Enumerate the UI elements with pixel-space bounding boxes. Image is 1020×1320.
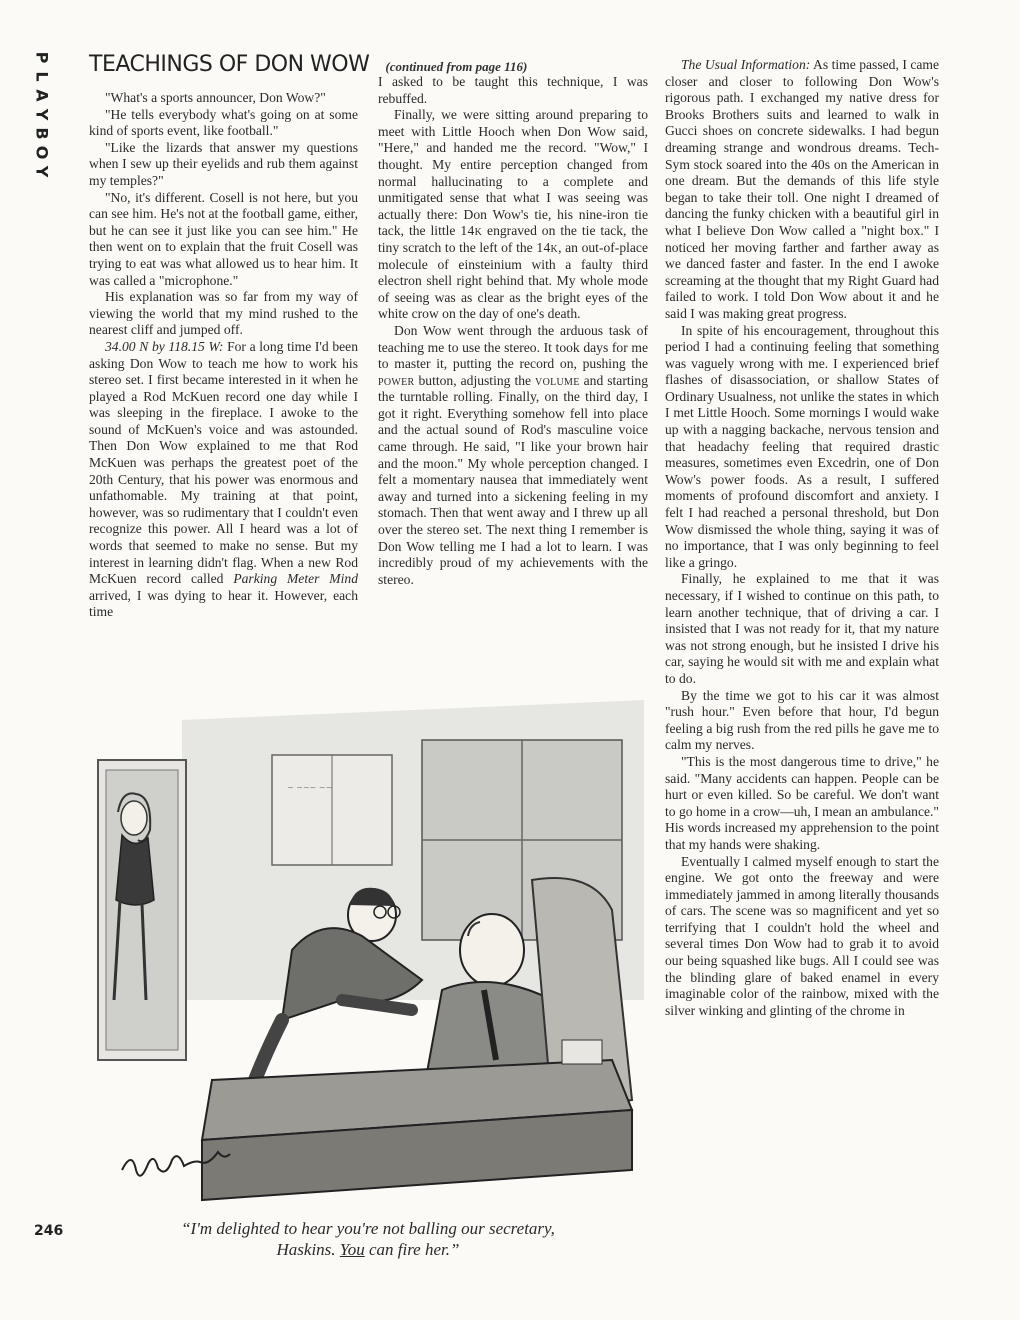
paragraph: Eventually I calmed myself enough to start the engine. We got onto the freeway and were immediately jammed in among literally thousands of cars. The scene was so magnificent and yet so terrifying that I couldn't hold the wheel and several times Don Wow had to grab it to avoid our being squashed like bugs. All I could see was the blinding glare of baked enamel in every imaginable color of the rainbow, mixed with the silver winking and glinting of the chrome in xyxy=(665,853,939,1018)
paragraph: "No, it's different. Cosell is not here, but you can see him. He's not at the football game, either, but he can see it just like you can see him." He then went on to explain that the fruit Cosell was trying to eat was what allowed us to hear him. It was called a "microphone." xyxy=(89,189,358,288)
text-run: As time passed, I came closer and closer to following Don Wow's rigorous path. I exchanged my native dress for Brooks Brothers suits and learned to walk in Gucci shoes on concrete sidewalks. I had begun dreaming strange and wondrous dreams. Tech-Sym stock soared into the 40s on the American in one dream. But the demands of this life style began to take their toll. One night I dreamed of dancing the funky chicken with a beautiful girl in what I believe Don Wow called a "night box." I noticed her moving farther and farther away as we danced faster and faster. In the end I awoke screaming at the thought that my Right Guard had failed to work. I told Don Wow about it and he said I was making great progress. xyxy=(665,57,940,321)
paragraph: His explanation was so far from my way of viewing the world that my mind rushed to the nearest cliff and jumped off. xyxy=(89,289,358,338)
cartoon-caption xyxy=(92,1218,644,1260)
text-column-1 xyxy=(89,90,358,621)
paragraph: I asked to be taught this technique, I was rebuffed. xyxy=(378,74,648,106)
page-number: 246 xyxy=(34,1223,64,1239)
paragraph: In spite of his encouragement, throughout this period I had a continuing feeling that something was vaguely wrong with me. I experienced brief flashes of disassociation, or shallow States of Ordinary Usualness, not unlike the states in which I met Little Hooch. Some mornings I would wake up with a nagging backache, nervous tension and that headachy feeling that required drastic measures, sometimes even Excedrin, one of Don Wow's power foods. As a result, I suffered moments of profound discomfort and anxiety. I felt I had reached a personal threshold, but Don Wow dismissed the whole thing, saying it was of no importance, that I was only beginning to feel like a gringo. xyxy=(665,322,939,570)
caption-line-1: “I'm delighted to hear you're not balling our secretary, xyxy=(181,1219,555,1238)
text-run: Finally, we were sitting around preparing to meet with Little Hooch when Don Wow said, "Here," and handed me the record. "Wow," I thought. My entire perception changed from normal hallucinating to a complete and unmitigated sense that what I was seeing was actually there: Don Wow's tie, his nine-iron tie tack, the little xyxy=(378,107,648,239)
paragraph xyxy=(665,57,939,323)
continued-note: (continued from page 116) xyxy=(385,59,528,74)
caption-text: can fire her.” xyxy=(364,1240,460,1259)
paragraph: "Like the lizards that answer my questions when I sew up their eyelids and rub them against my temples?" xyxy=(89,139,358,188)
svg-text:~ ~~~ ~~: ~ ~~~ ~~ xyxy=(287,783,333,792)
text-run: button, adjusting the xyxy=(414,372,536,388)
paragraph xyxy=(378,323,648,589)
text-run: arrived, I was dying to hear it. However, each time xyxy=(89,587,358,620)
paragraph: Finally, he explained to me that it was necessary, if I wished to continue on this path, to learn another technique, that of driving a car. I insisted that I was not ready for it, that my nature was not strong enough, but he insisted I drive his car, saying he would sit with me and explain what to do. xyxy=(665,571,939,686)
text-column-3 xyxy=(665,57,939,1019)
text-run: , an out-of-place molecule of einsteinium with a faulty third electron shell right behind that. My whole mode of seeing was as clear as the bright eyes of the white crow on the day of one's death. xyxy=(378,239,648,322)
text-run: Don Wow went through the arduous task of teaching me to use the stereo. It took days for me to master it, putting the record on, pushing the xyxy=(378,322,648,372)
paragraph xyxy=(89,339,358,621)
small-caps-text: 14k xyxy=(536,239,559,255)
paragraph: "What's a sports announcer, Don Wow?" xyxy=(105,90,326,105)
small-caps-text: 14k xyxy=(460,223,483,239)
caption-underlined-word: You xyxy=(339,1240,365,1259)
cartoon-drawing xyxy=(92,700,644,1212)
side-letter: A xyxy=(32,89,52,102)
side-letter: Y xyxy=(32,108,52,121)
text-run: For a long time I'd been asking Don Wow to teach me how to work his stereo set. I first became interested in it when he played a Rod McKuen record one day while I was sleeping in the fireplace. I awoke to the sound of McKuen's voice and was astounded. Then Don Wow explained to me that Rod McKuen was perhaps the greatest poet of the 20th Century, that his power was enormous and unfathomable. My training at that point, however, was so rudimentary that I couldn't even recognize this power. All I heard was a lot of words that seemed to make no sense. But my interest in learning didn't flag. When a new Rod McKuen record called xyxy=(89,338,358,587)
side-letter: Y xyxy=(32,165,52,178)
side-letter: P xyxy=(32,51,52,64)
cartoon-illustration xyxy=(92,700,644,1212)
record-title: Parking Meter Mind xyxy=(233,571,358,587)
side-letter: O xyxy=(32,145,52,160)
section-lead: 34.00 N by 118.15 W: xyxy=(105,338,224,354)
paragraph: "This is the most dangerous time to drive," he said. "Many accidents can happen. People can be hurt or even killed. So be careful. We don't want to go home in a crow—uh, I mean an ambulance." His words increased my apprehension to the point that my hands were shaking. xyxy=(665,753,939,852)
side-letter: B xyxy=(32,127,52,140)
text-run: engraved on the tie tack, the tiny scratch to the left of the xyxy=(378,223,648,255)
caption-text: Haskins. xyxy=(276,1240,340,1259)
text-run: and starting the turntable rolling. Finally, on the third day, I got it right. Everything somehow fell into place and the actual sound of Rod's masculine voice came through. He said, "I like your brown hair and the moon." My whole perception changed. I felt a momentary nausea that immediately went away and turned into a sickening feeling in my stomach. Then that went away and I threw up all over the stereo set. The next thing I remember is Don Wow telling me I had a lot to learn. I was incredibly proud of my achievements with the stereo. xyxy=(378,372,649,587)
section-lead: The Usual Information: xyxy=(681,57,811,72)
paragraph xyxy=(378,107,648,323)
caption-line-2 xyxy=(92,1239,644,1260)
paragraph: "He tells everybody what's going on at some kind of sports event, like football." xyxy=(89,106,358,139)
paragraph: By the time we got to his car it was almost "rush hour." Even before that hour, I'd begun feeling a big rush from the red pills he gave me to calm my nerves. xyxy=(665,687,939,753)
small-caps-text: volume xyxy=(535,372,580,388)
magazine-sidebar-label xyxy=(31,48,53,181)
text-column-2 xyxy=(378,74,648,588)
small-caps-text: power xyxy=(378,372,415,388)
article-title: TEACHINGS OF DON WOW xyxy=(89,52,370,77)
side-letter: L xyxy=(32,71,52,82)
